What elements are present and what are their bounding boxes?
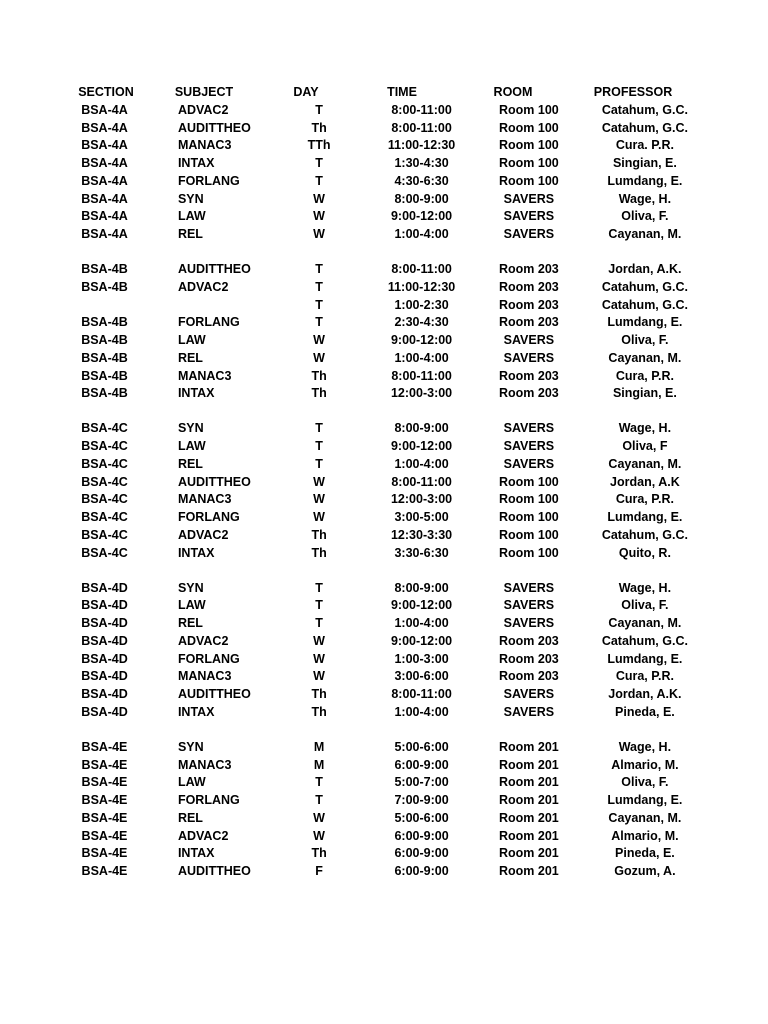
- cell-day: T: [315, 793, 323, 807]
- cell-time: 1:00-3:00: [394, 651, 449, 666]
- cell-day: T: [315, 262, 323, 276]
- schedule-table: [60, 84, 700, 881]
- cell-time: 9:00-12:00: [390, 633, 453, 648]
- cell-subject: LAW: [177, 598, 206, 613]
- cell-room: Room 100: [499, 545, 559, 560]
- cell-time: 8:00-11:00: [391, 262, 452, 276]
- cell-room: Room 201: [499, 828, 559, 843]
- header-time: TIME: [387, 85, 417, 99]
- cell-day: W: [313, 333, 325, 347]
- cell-professor: Cayanan, M.: [608, 616, 682, 630]
- cell-section: BSA-4C: [81, 456, 128, 471]
- cell-time: 5:00-6:00: [394, 739, 449, 754]
- table-row: [60, 792, 700, 810]
- cell-section: [60, 297, 149, 315]
- table-row: [60, 580, 700, 598]
- cell-subject: INTAX: [177, 156, 215, 170]
- cell-time: 1:30-4:30: [394, 156, 449, 170]
- cell-day: Th: [311, 386, 327, 401]
- cell-professor: Cura, P.R.: [615, 368, 674, 383]
- cell-time: 8:00-11:00: [391, 120, 452, 135]
- cell-day: T: [315, 173, 323, 188]
- table-row: [60, 651, 700, 669]
- cell-professor: Catahum, G.C.: [601, 120, 688, 135]
- cell-subject: SYN: [177, 739, 204, 754]
- cell-subject: SYN: [177, 191, 204, 206]
- cell-room: Room 203: [499, 315, 559, 330]
- cell-subject: REL: [177, 227, 203, 241]
- cell-room: Room 203: [499, 368, 559, 383]
- cell-professor: Pineda, E.: [615, 846, 675, 861]
- cell-professor: Lumdang, E.: [607, 315, 683, 330]
- table-row: [60, 332, 700, 350]
- table-row: [60, 615, 700, 633]
- cell-day: M: [313, 757, 325, 772]
- cell-professor: Pineda, E.: [615, 704, 675, 719]
- cell-section: BSA-4D: [81, 580, 128, 595]
- cell-professor: Cayanan, M.: [608, 350, 682, 365]
- cell-room: SAVERS: [503, 333, 555, 347]
- cell-professor: Singian, E.: [612, 156, 677, 170]
- cell-subject: FORLANG: [177, 651, 240, 666]
- cell-time: 7:00-9:00: [394, 793, 449, 807]
- table-row: [60, 527, 700, 545]
- cell-day: T: [315, 297, 323, 312]
- cell-room: Room 100: [499, 474, 559, 489]
- cell-time: 12:00-3:00: [390, 386, 453, 401]
- cell-time: 8:00-11:00: [391, 687, 452, 701]
- table-row: [60, 420, 700, 438]
- cell-room: Room 201: [499, 757, 559, 772]
- spacer-row: [60, 562, 700, 579]
- table-row: [60, 385, 700, 403]
- cell-room: SAVERS: [503, 456, 555, 471]
- table-row: [60, 208, 700, 226]
- cell-day: T: [315, 616, 323, 630]
- cell-time: 6:00-9:00: [394, 757, 449, 772]
- cell-section: BSA-4A: [81, 191, 128, 206]
- cell-room: SAVERS: [503, 209, 555, 224]
- cell-section: BSA-4E: [81, 775, 128, 790]
- cell-section: BSA-4C: [81, 439, 128, 453]
- cell-professor: Lumdang, E.: [607, 173, 683, 188]
- cell-section: BSA-4D: [81, 669, 128, 684]
- cell-section: BSA-4E: [81, 757, 128, 772]
- spacer-row: [60, 403, 700, 420]
- cell-time: 8:00-9:00: [394, 421, 449, 436]
- table-row: [60, 545, 700, 563]
- cell-room: Room 203: [499, 651, 559, 666]
- cell-time: 5:00-6:00: [394, 810, 449, 825]
- cell-day: Th: [311, 687, 327, 701]
- header-subject: SUBJECT: [174, 85, 234, 99]
- cell-subject: AUDITTHEO: [177, 864, 251, 878]
- cell-day: W: [313, 350, 325, 365]
- cell-subject: LAW: [177, 439, 206, 453]
- spacer-row: [60, 244, 700, 261]
- cell-room: Room 100: [499, 173, 559, 188]
- cell-section: BSA-4D: [81, 598, 128, 613]
- cell-section: BSA-4C: [81, 527, 128, 542]
- cell-section: BSA-4B: [81, 333, 128, 347]
- table-row: [60, 686, 700, 704]
- cell-room: SAVERS: [503, 616, 555, 630]
- cell-subject: MANAC3: [177, 492, 232, 507]
- cell-day: T: [315, 456, 323, 471]
- cell-professor: Wage, H.: [618, 580, 672, 595]
- cell-day: W: [313, 810, 325, 825]
- cell-day: T: [315, 279, 323, 294]
- cell-day: W: [313, 633, 325, 648]
- table-row: [60, 191, 700, 209]
- cell-day: Th: [311, 704, 327, 719]
- cell-professor: Cura, P.R.: [615, 492, 674, 507]
- cell-time: 3:30-6:30: [394, 545, 449, 560]
- cell-subject: INTAX: [177, 386, 215, 401]
- cell-subject: AUDITTHEO: [177, 474, 251, 489]
- cell-day: W: [313, 828, 325, 843]
- cell-time: 1:00-4:00: [394, 616, 449, 630]
- table-header-row: [60, 84, 700, 102]
- cell-professor: Quito, R.: [618, 545, 671, 560]
- table-row: [60, 757, 700, 775]
- cell-room: SAVERS: [503, 687, 555, 701]
- cell-room: Room 100: [499, 156, 559, 170]
- cell-day: W: [313, 209, 325, 224]
- cell-professor: Oliva, F.: [621, 209, 669, 224]
- cell-time: 9:00-12:00: [390, 439, 453, 453]
- cell-time: 12:00-3:00: [390, 492, 453, 507]
- table-row: [60, 438, 700, 456]
- table-row: [60, 668, 700, 686]
- cell-subject: FORLANG: [177, 173, 240, 188]
- table-row: [60, 774, 700, 792]
- table-row: [60, 368, 700, 386]
- cell-day: T: [315, 439, 323, 453]
- cell-time: 8:00-11:00: [391, 368, 452, 383]
- cell-room: Room 100: [499, 492, 559, 507]
- cell-day: T: [315, 580, 323, 595]
- cell-time: 11:00-12:30: [387, 138, 456, 153]
- cell-section: BSA-4E: [81, 793, 128, 807]
- cell-section: BSA-4E: [81, 739, 128, 754]
- cell-subject: FORLANG: [177, 315, 240, 330]
- cell-section: BSA-4D: [81, 633, 128, 648]
- cell-professor: Almario, M.: [611, 828, 679, 843]
- cell-day: W: [313, 227, 325, 241]
- cell-subject: INTAX: [177, 545, 215, 560]
- cell-subject: ADVAC2: [177, 527, 229, 542]
- cell-day: Th: [311, 120, 327, 135]
- cell-room: Room 100: [499, 138, 559, 153]
- cell-subject: MANAC3: [177, 757, 232, 772]
- cell-subject: LAW: [177, 209, 206, 224]
- cell-day: Th: [311, 846, 327, 861]
- cell-time: 1:00-2:30: [394, 297, 449, 312]
- table-row: [60, 845, 700, 863]
- cell-room: Room 100: [499, 527, 559, 542]
- cell-room: Room 201: [499, 739, 559, 754]
- cell-day: T: [315, 598, 323, 613]
- cell-professor: Almario, M.: [611, 757, 679, 772]
- cell-room: Room 100: [499, 120, 559, 135]
- cell-day: W: [313, 474, 325, 489]
- cell-section: BSA-4D: [81, 616, 128, 630]
- table-row: [60, 261, 700, 279]
- cell-section: BSA-4A: [81, 102, 128, 117]
- table-row: [60, 456, 700, 474]
- table-row: [60, 491, 700, 509]
- spacer-row: [60, 722, 700, 739]
- cell-subject: LAW: [177, 775, 206, 790]
- cell-section: BSA-4C: [81, 545, 128, 560]
- cell-professor: Jordan, A.K.: [608, 262, 682, 276]
- cell-section: BSA-4B: [81, 262, 128, 276]
- cell-time: 6:00-9:00: [394, 864, 449, 878]
- cell-day: W: [313, 669, 325, 684]
- cell-section: BSA-4C: [81, 492, 128, 507]
- table-row: [60, 633, 700, 651]
- cell-time: 8:00-11:00: [391, 102, 452, 117]
- cell-section: BSA-4A: [81, 156, 128, 170]
- cell-room: Room 203: [499, 633, 559, 648]
- cell-section: BSA-4B: [81, 350, 128, 365]
- cell-time: 1:00-4:00: [394, 704, 449, 719]
- table-row: [60, 597, 700, 615]
- cell-section: BSA-4D: [81, 687, 128, 701]
- cell-day: T: [315, 315, 323, 330]
- cell-section: BSA-4D: [81, 651, 128, 666]
- cell-professor: Lumdang, E.: [607, 651, 683, 666]
- cell-day: T: [315, 156, 323, 170]
- cell-room: Room 100: [499, 510, 559, 524]
- cell-subject: SYN: [177, 580, 204, 595]
- cell-room: Room 203: [499, 262, 559, 276]
- header-day: DAY: [293, 85, 319, 99]
- cell-time: 1:00-4:00: [394, 350, 449, 365]
- cell-room: SAVERS: [503, 421, 555, 436]
- cell-day: W: [313, 191, 325, 206]
- cell-room: SAVERS: [503, 227, 555, 241]
- table-row: [60, 102, 700, 120]
- cell-professor: Catahum, G.C.: [601, 102, 688, 117]
- cell-professor: Wage, H.: [618, 191, 672, 206]
- cell-time: 9:00-12:00: [390, 209, 453, 224]
- cell-professor: Cayanan, M.: [608, 456, 682, 471]
- cell-subject: AUDITTHEO: [177, 687, 251, 701]
- cell-subject: LAW: [177, 333, 206, 347]
- cell-day: T: [315, 775, 323, 790]
- cell-room: Room 201: [499, 864, 559, 878]
- cell-day: W: [313, 651, 325, 666]
- cell-day: W: [313, 510, 325, 524]
- cell-room: Room 201: [499, 846, 559, 861]
- cell-professor: Cura, P.R.: [615, 669, 674, 684]
- cell-room: Room 203: [499, 297, 559, 312]
- cell-professor: Catahum, G.C.: [601, 527, 688, 542]
- cell-section: BSA-4B: [81, 279, 128, 294]
- cell-professor: Catahum, G.C.: [601, 297, 688, 312]
- table-body: [60, 102, 700, 881]
- cell-professor: Lumdang, E.: [607, 510, 683, 524]
- cell-time: 8:00-9:00: [394, 191, 449, 206]
- cell-room: Room 201: [499, 810, 559, 825]
- cell-day: Th: [311, 545, 327, 560]
- table-row: [60, 350, 700, 368]
- cell-day: T: [315, 421, 323, 436]
- table-row: [60, 509, 700, 527]
- cell-subject: AUDITTHEO: [177, 120, 251, 135]
- cell-section: BSA-4C: [81, 421, 128, 436]
- cell-professor: Oliva, F: [622, 439, 668, 453]
- cell-subject: ADVAC2: [177, 828, 229, 843]
- cell-section: BSA-4B: [81, 368, 128, 383]
- cell-time: 9:00-12:00: [390, 598, 453, 613]
- cell-section: BSA-4A: [81, 138, 128, 153]
- cell-professor: Cayanan, M.: [608, 810, 682, 825]
- cell-time: 11:00-12:30: [387, 279, 456, 294]
- cell-professor: Singian, E.: [612, 386, 677, 401]
- cell-professor: Jordan, A.K.: [608, 687, 682, 701]
- cell-room: Room 203: [499, 669, 559, 684]
- table-row: [60, 279, 700, 297]
- table-row: [60, 739, 700, 757]
- cell-subject: INTAX: [177, 704, 215, 719]
- table-row: [60, 810, 700, 828]
- cell-professor: Catahum, G.C.: [601, 279, 688, 294]
- cell-room: SAVERS: [503, 191, 555, 206]
- cell-subject: INTAX: [177, 846, 215, 861]
- cell-subject: REL: [177, 810, 203, 825]
- cell-professor: Cayanan, M.: [608, 227, 682, 241]
- cell-room: SAVERS: [503, 598, 555, 613]
- cell-room: SAVERS: [503, 580, 555, 595]
- cell-subject: [149, 297, 263, 315]
- cell-subject: MANAC3: [177, 669, 232, 684]
- table-row: [60, 173, 700, 191]
- cell-time: 4:30-6:30: [394, 173, 449, 188]
- cell-time: 1:00-4:00: [394, 456, 449, 471]
- header-section: SECTION: [78, 85, 134, 99]
- cell-subject: MANAC3: [177, 368, 232, 383]
- cell-room: Room 203: [499, 386, 559, 401]
- header-room: ROOM: [493, 85, 533, 99]
- cell-professor: Wage, H.: [618, 421, 672, 436]
- cell-subject: AUDITTHEO: [177, 262, 251, 276]
- cell-section: BSA-4A: [81, 227, 128, 241]
- table-row: [60, 155, 700, 173]
- table-row: [60, 226, 700, 244]
- cell-section: BSA-4E: [81, 810, 128, 825]
- cell-time: 9:00-12:00: [390, 333, 453, 347]
- cell-room: SAVERS: [503, 350, 555, 365]
- cell-subject: SYN: [177, 421, 204, 436]
- table-row: [60, 474, 700, 492]
- cell-professor: Cura. P.R.: [615, 138, 674, 153]
- table-row: [60, 863, 700, 881]
- cell-professor: Jordan, A.K: [610, 474, 680, 489]
- cell-professor: Lumdang, E.: [607, 793, 683, 807]
- cell-section: BSA-4E: [81, 828, 128, 843]
- cell-day: W: [313, 492, 325, 507]
- cell-room: Room 100: [499, 102, 559, 117]
- cell-section: BSA-4C: [81, 510, 128, 524]
- cell-time: 6:00-9:00: [394, 828, 449, 843]
- cell-time: 1:00-4:00: [394, 227, 449, 241]
- cell-day: M: [313, 739, 325, 754]
- cell-professor: Wage, H.: [618, 739, 672, 754]
- cell-room: Room 201: [499, 793, 559, 807]
- table-row: [60, 314, 700, 332]
- cell-time: 8:00-11:00: [391, 474, 452, 489]
- cell-section: BSA-4C: [81, 474, 128, 489]
- cell-professor: Oliva, F.: [621, 775, 669, 790]
- cell-section: BSA-4A: [81, 209, 128, 224]
- cell-day: T: [315, 102, 323, 117]
- table-row: [60, 120, 700, 138]
- cell-professor: Gozum, A.: [614, 864, 676, 878]
- cell-section: BSA-4E: [81, 846, 128, 861]
- cell-section: BSA-4E: [81, 864, 128, 878]
- cell-time: 6:00-9:00: [394, 846, 449, 861]
- cell-subject: REL: [177, 456, 203, 471]
- cell-room: Room 203: [499, 279, 559, 294]
- header-professor: PROFESSOR: [593, 85, 673, 99]
- cell-subject: REL: [177, 616, 203, 630]
- cell-room: Room 201: [499, 775, 559, 790]
- cell-day: F: [315, 864, 323, 878]
- cell-subject: FORLANG: [177, 510, 240, 524]
- table-row: [60, 828, 700, 846]
- cell-professor: Oliva, F.: [621, 333, 669, 347]
- cell-time: 8:00-9:00: [394, 580, 449, 595]
- cell-subject: FORLANG: [177, 793, 240, 807]
- cell-subject: ADVAC2: [177, 633, 229, 648]
- cell-time: 12:30-3:30: [390, 527, 453, 542]
- cell-professor: Oliva, F.: [621, 598, 669, 613]
- cell-subject: ADVAC2: [177, 102, 229, 117]
- cell-room: SAVERS: [503, 704, 555, 719]
- cell-section: BSA-4A: [81, 120, 128, 135]
- cell-subject: REL: [177, 350, 203, 365]
- cell-time: 5:00-7:00: [394, 775, 449, 790]
- cell-day: Th: [311, 368, 327, 383]
- cell-room: SAVERS: [503, 439, 555, 453]
- cell-day: TTh: [307, 138, 331, 153]
- cell-subject: ADVAC2: [177, 279, 229, 294]
- table-row: [60, 297, 700, 315]
- cell-time: 2:30-4:30: [394, 315, 449, 330]
- cell-section: BSA-4B: [81, 386, 128, 401]
- cell-day: Th: [311, 527, 327, 542]
- table-row: [60, 137, 700, 155]
- table-row: [60, 704, 700, 722]
- cell-section: BSA-4A: [81, 173, 128, 188]
- cell-section: BSA-4D: [81, 704, 128, 719]
- cell-time: 3:00-6:00: [394, 669, 449, 684]
- cell-subject: MANAC3: [177, 138, 232, 153]
- cell-time: 3:00-5:00: [394, 510, 449, 524]
- cell-professor: Catahum, G.C.: [601, 633, 688, 648]
- cell-section: BSA-4B: [81, 315, 128, 330]
